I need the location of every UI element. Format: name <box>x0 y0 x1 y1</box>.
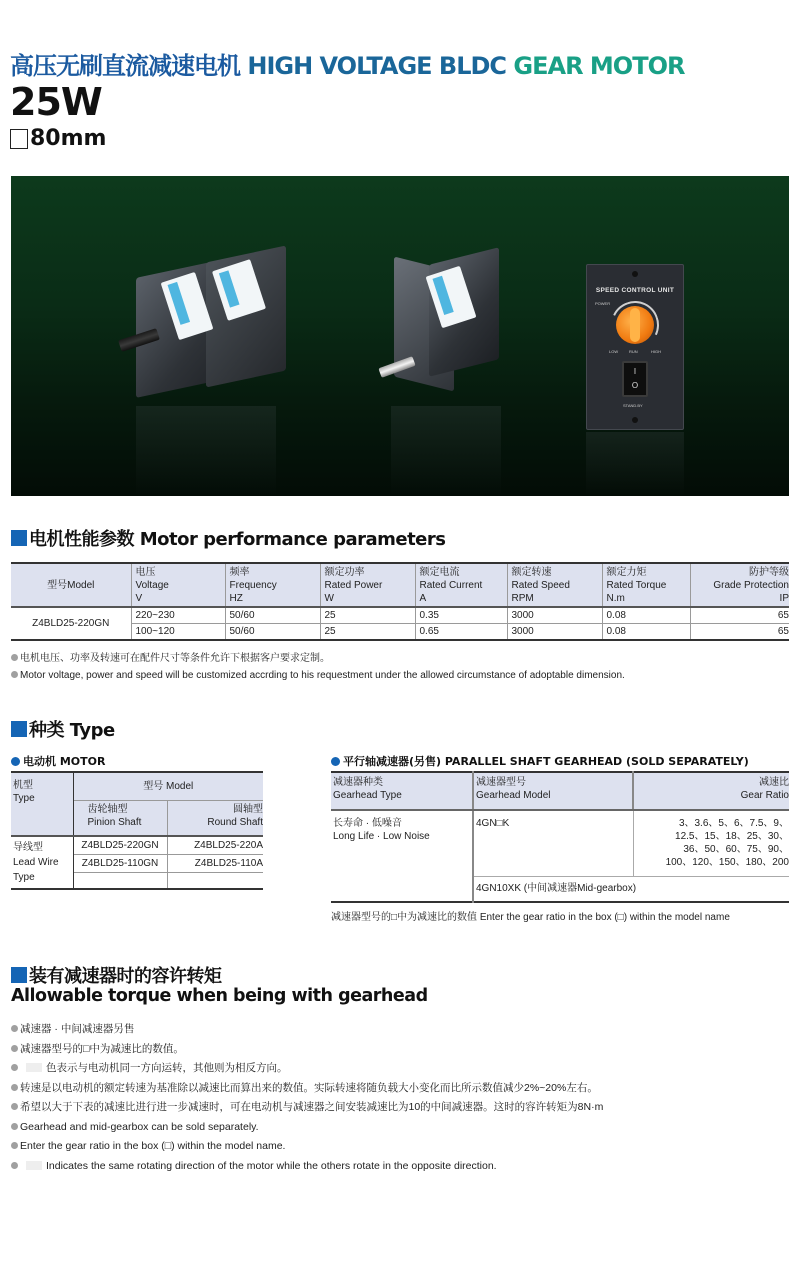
voltage-cell: 100~120 <box>131 624 225 641</box>
torque-heading-cn: 装有减速器时的容许转矩 <box>29 966 222 987</box>
title-en-part2: GEAR MOTOR <box>513 52 685 80</box>
note-item: 减速器 · 中间减速器另售 <box>11 1020 603 1040</box>
note-item: 减速器型号的□中为减速比的数值。 <box>11 1040 603 1060</box>
note-item: Indicates the same rotating direction of the motor while the others rotate in the opposite direction. <box>11 1157 603 1177</box>
bullet-icon <box>11 671 18 678</box>
performance-heading-text: 电机性能参数 Motor performance parameters <box>29 529 446 550</box>
empty-cell <box>73 873 167 889</box>
frequency-cell: 50/60 <box>225 607 320 624</box>
type-heading <box>11 716 115 742</box>
col-gearhead-type: 减速器种类 Gearhead Type <box>331 772 473 810</box>
col-rated-current: 额定电流 Rated Current A <box>415 563 507 607</box>
speed-cell: 3000 <box>507 624 602 641</box>
bullet-icon <box>11 1103 18 1110</box>
bullet-icon <box>11 1142 18 1149</box>
mount-hole-icon <box>632 271 638 277</box>
frequency-cell: 50/60 <box>225 624 320 641</box>
torque-heading <box>11 962 222 988</box>
col-voltage: 电压 Voltage V <box>131 563 225 607</box>
scu-low-label: LOW <box>609 349 619 354</box>
bullet-icon <box>11 1025 18 1032</box>
performance-table <box>11 562 789 641</box>
power-cell: 25 <box>320 624 415 641</box>
reflection-image <box>136 406 276 496</box>
square-bullet-icon <box>11 721 27 737</box>
note-item: Motor voltage, power and speed will be customized accrding to his requestment under the allowed circumstance of adoptable dimension. <box>11 667 625 684</box>
dot-bullet-icon <box>331 757 340 766</box>
table-header-row <box>331 772 789 810</box>
table-header-row <box>11 563 789 607</box>
page-title <box>10 46 684 81</box>
pinion-model-cell: Z4BLD25-220GN <box>73 836 167 855</box>
note-item: Gearhead and mid-gearbox can be sold separately. <box>11 1118 603 1138</box>
table-row <box>331 810 789 876</box>
col-type: 机型 Type <box>11 772 73 836</box>
gearhead-subheading: 平行轴减速器(另售) PARALLEL SHAFT GEARHEAD (SOLD SEPARATELY) <box>331 753 749 769</box>
table-header-row <box>11 772 263 800</box>
square-bullet-icon <box>11 530 27 546</box>
col-rated-power: 额定功率 Rated Power W <box>320 563 415 607</box>
bullet-icon <box>11 1064 18 1071</box>
scu-high-label: HIGH <box>651 349 661 354</box>
bullet-icon <box>11 1162 18 1169</box>
knob-grip-icon <box>630 308 640 342</box>
gearhead-type-cell: 长寿命 · 低噪音 Long Life · Low Noise <box>331 810 473 902</box>
voltage-cell: 220~230 <box>131 607 225 624</box>
motor-type-table <box>11 771 263 890</box>
current-cell: 0.35 <box>415 607 507 624</box>
bullet-icon <box>11 1045 18 1052</box>
empty-cell <box>167 873 263 889</box>
bullet-icon <box>11 654 18 661</box>
torque-heading-en: Allowable torque when being with gearhead <box>11 986 428 1006</box>
note-item: Enter the gear ratio in the box (□) within the model name. <box>11 1137 603 1157</box>
performance-heading <box>11 525 446 551</box>
col-gearhead-model: 减速器型号 Gearhead Model <box>473 772 633 810</box>
gearhead-table <box>331 771 789 903</box>
mid-gearbox-cell: 4GN10XK (中间减速器Mid-gearbox) <box>476 882 637 894</box>
speed-control-unit-image <box>586 264 684 430</box>
frame-size <box>10 126 106 151</box>
col-grade-protection: 防护等级 Grade Protection IP <box>690 563 789 607</box>
mount-hole-icon <box>632 417 638 423</box>
note-item: 色表示与电动机同一方向运转，其他则为相反方向。 <box>11 1059 603 1079</box>
scu-run-label: RUN <box>629 349 638 354</box>
col-gear-ratio: 减速比 Gear Ratio <box>633 772 789 810</box>
square-bullet-icon <box>11 967 27 983</box>
power-switch <box>622 361 648 397</box>
type-heading-text: 种类 Type <box>29 720 115 741</box>
torque-notes <box>11 1020 603 1176</box>
round-model-cell: Z4BLD25-110A <box>167 855 263 873</box>
switch-on-label: I <box>633 367 637 376</box>
square-icon <box>10 129 28 149</box>
col-frequency: 频率 Frequency HZ <box>225 563 320 607</box>
note-item: 转速是以电动机的额定转速为基准除以减速比而算出来的数值。实际转速将随负载大小变化而比所示数值减少2%~20%左右。 <box>11 1079 603 1099</box>
color-swatch-icon <box>26 1063 42 1072</box>
torque-cell: 0.08 <box>602 624 690 641</box>
power-cell: 25 <box>320 607 415 624</box>
table-row <box>11 607 789 624</box>
title-en-part1: HIGH VOLTAGE BLDC <box>247 52 507 80</box>
note-item: 电机电压、功率及转速可在配件尺寸等条件允许下根据客户要求定制。 <box>11 650 625 667</box>
col-model: 型号Model <box>11 563 131 607</box>
scu-title: SPEED CONTROL UNIT <box>595 287 675 294</box>
switch-off-label: O <box>631 381 639 390</box>
reflection-image <box>586 432 684 496</box>
power-rating: 25W <box>10 80 102 124</box>
model-cell: Z4BLD25-220GN <box>11 607 131 640</box>
ip-cell: 65 <box>690 607 789 624</box>
product-photo <box>11 176 789 496</box>
col-pinion-shaft: 齿轮轴型 Pinion Shaft <box>73 800 167 836</box>
reflection-image <box>391 406 501 496</box>
gearhead-note: 减速器型号的□中为减速比的数值 Enter the gear ratio in the box (□) within the model name <box>331 912 730 923</box>
col-round-shaft: 圆轴型 Round Shaft <box>167 800 263 836</box>
bullet-icon <box>11 1084 18 1091</box>
torque-cell: 0.08 <box>602 607 690 624</box>
col-rated-torque: 额定力矩 Rated Torque N.m <box>602 563 690 607</box>
round-model-cell: Z4BLD25-220A <box>167 836 263 855</box>
lead-wire-type-cell: 导线型 Lead Wire Type <box>11 836 73 889</box>
scu-power-label: POWER <box>595 301 611 306</box>
motor-subheading: 电动机 MOTOR <box>11 753 105 769</box>
pinion-model-cell: Z4BLD25-110GN <box>73 855 167 873</box>
scu-standby-label: STAND.BY <box>623 403 643 408</box>
color-swatch-icon <box>26 1161 42 1170</box>
speed-cell: 3000 <box>507 607 602 624</box>
col-rated-speed: 额定转速 Rated Speed RPM <box>507 563 602 607</box>
bullet-icon <box>11 1123 18 1130</box>
performance-notes <box>11 650 625 684</box>
ip-cell: 65 <box>690 624 789 641</box>
current-cell: 0.65 <box>415 624 507 641</box>
table-row <box>11 836 263 855</box>
frame-size-value: 80mm <box>30 126 107 151</box>
col-model-group: 型号 Model <box>73 772 263 800</box>
gear-ratio-cell: 3、3.6、5、6、7.5、9、 12.5、15、18、25、30、 36、50、60、75、90、 100、120、150、180、200 <box>633 810 789 876</box>
title-cn: 高压无刷直流减速电机 <box>10 52 240 80</box>
gearhead-model-cell: 4GN□K <box>473 810 633 876</box>
dot-bullet-icon <box>11 757 20 766</box>
note-item: 希望以大于下表的减速比进行进一步减速时，可在电动机与减速器之间安装减速比为10的中间减速器。这时的容许转矩为8N·m <box>11 1098 603 1118</box>
